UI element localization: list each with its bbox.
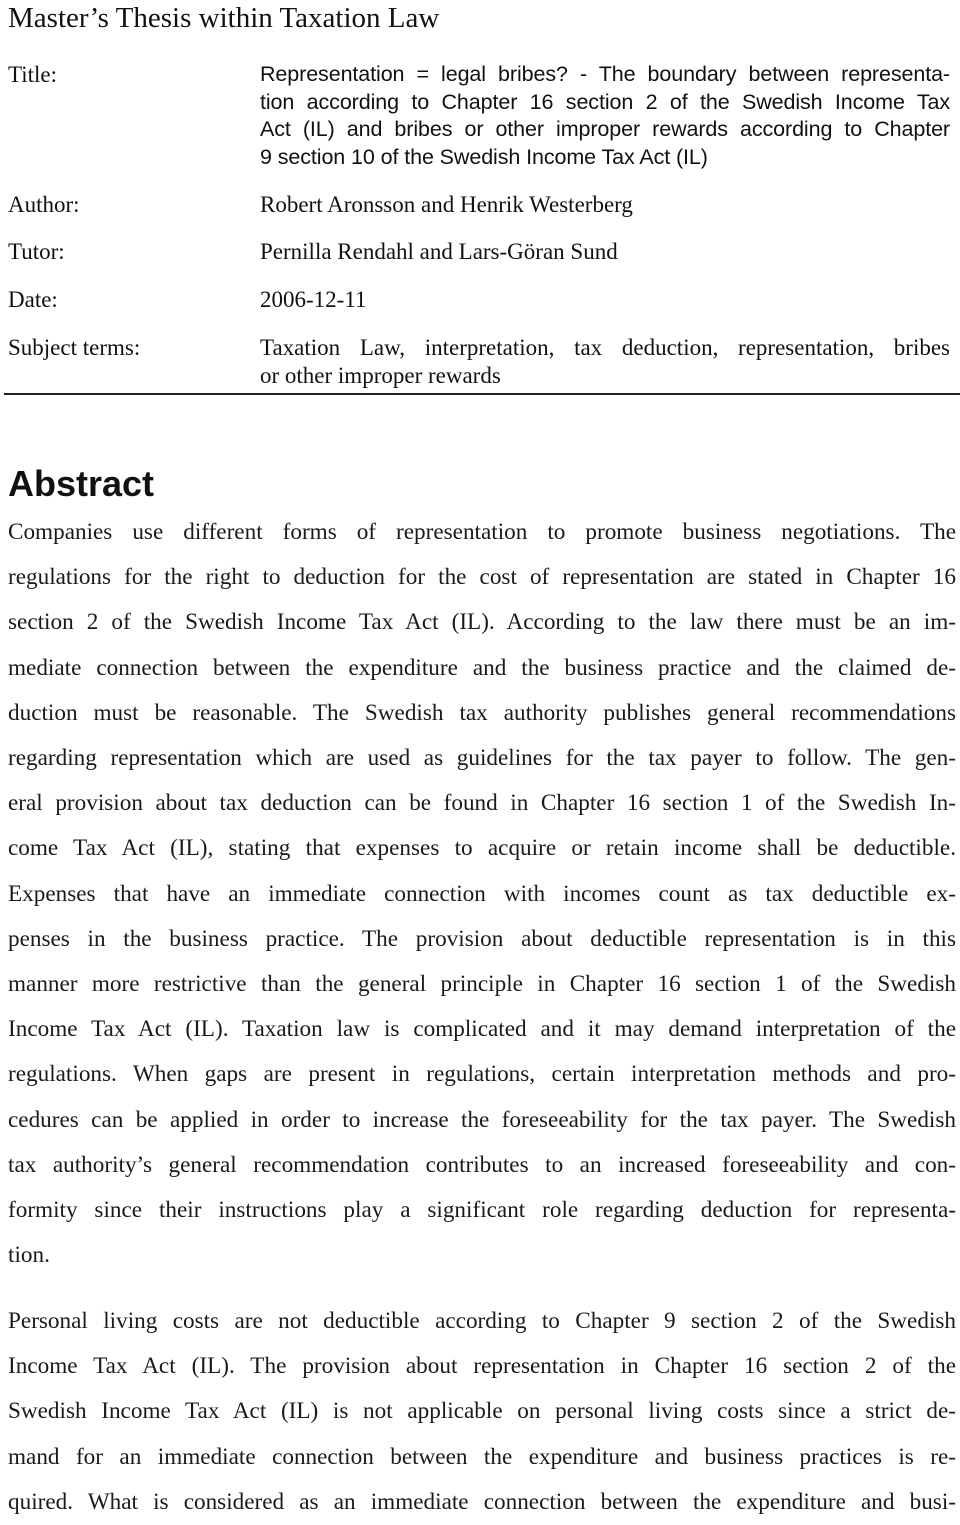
paragraph-line: penses in the business practice. The provision about deductible representation is in this [8, 925, 956, 952]
page-title: Master’s Thesis within Taxation Law [8, 2, 440, 34]
header-divider [4, 393, 960, 395]
date-label: Date: [8, 287, 58, 312]
paragraph-line: section 2 of the Swedish Income Tax Act (IL). According to the law there must be an im- [8, 609, 956, 636]
date-value: 2006-12-11 [260, 287, 367, 312]
thesis-title-line: Representation = legal bribes? - The boundary between representa- [260, 62, 950, 86]
paragraph-line: quired. What is considered as an immediate connection between the expenditure and busi- [8, 1488, 956, 1515]
subject-terms-value [260, 334, 950, 390]
paragraph-line: Expenses that have an immediate connection with incomes count as tax deductible ex- [8, 880, 956, 907]
tutor-label: Tutor: [8, 239, 65, 264]
paragraph-line: regulations. When gaps are present in regulations, certain interpretation methods and pro- [8, 1061, 956, 1088]
subject-terms-line: Taxation Law, interpretation, tax deduction, representation, bribes [260, 335, 950, 360]
paragraph-line: Companies use different forms of representation to promote business negotiations. The [8, 519, 956, 545]
author-label: Author: [8, 192, 80, 217]
thesis-title-line: Act (IL) and bribes or other improper rewards according to Chapter [260, 117, 950, 141]
subject-terms-line: or other improper rewards [260, 363, 501, 388]
paragraph-line: come Tax Act (IL), stating that expenses to acquire or retain income shall be deductible. [8, 835, 956, 862]
paragraph-line: eral provision about tax deduction can be found in Chapter 16 section 1 of the Swedish In- [8, 790, 956, 817]
paragraph-line: manner more restrictive than the general principle in Chapter 16 section 1 of the Swedish [8, 971, 956, 998]
thesis-title-line: tion according to Chapter 16 section 2 of the Swedish Income Tax [260, 89, 950, 114]
paragraph-line: formity since their instructions play a significant role regarding deduction for representa- [8, 1197, 956, 1224]
paragraph-line: Personal living costs are not deductible according to Chapter 9 section 2 of the Swedish [8, 1308, 956, 1334]
paragraph-line: mediate connection between the expenditure and the business practice and the claimed de- [8, 654, 956, 681]
thesis-title [260, 61, 950, 171]
thesis-title-line: 9 section 10 of the Swedish Income Tax Act (IL) [260, 144, 708, 169]
paragraph-line: regulations for the right to deduction for the cost of representation are stated in Chapter 16 [8, 564, 956, 591]
title-label: Title: [8, 62, 58, 87]
abstract-heading: Abstract [8, 463, 155, 504]
paragraph-line: Swedish Income Tax Act (IL) is not applicable on personal living costs since a strict de- [8, 1398, 956, 1425]
paragraph-line: tax authority’s general recommendation contributes to an increased foreseeability and con- [8, 1151, 956, 1178]
paragraph-line: Income Tax Act (IL). Taxation law is complicated and it may demand interpretation of the [8, 1016, 956, 1043]
paragraph-line: duction must be reasonable. The Swedish tax authority publishes general recommendations [8, 699, 956, 726]
paragraph-line: regarding representation which are used as guidelines for the tax payer to follow. The gen- [8, 745, 956, 772]
subject-terms-label: Subject terms: [8, 335, 141, 360]
paragraph-line: Income Tax Act (IL). The provision about representation in Chapter 16 section 2 of the [8, 1353, 956, 1380]
author-value: Robert Aronsson and Henrik Westerberg [260, 192, 633, 217]
abstract-paragraph-1 [8, 510, 956, 1278]
paragraph-line: mand for an immediate connection between the expenditure and business practices is re- [8, 1443, 956, 1470]
paragraph-line: cedures can be applied in order to increase the foreseeability for the tax payer. The Swedish [8, 1106, 956, 1133]
paragraph-line: tion. [8, 1242, 50, 1269]
tutor-value: Pernilla Rendahl and Lars-Göran Sund [260, 239, 618, 264]
abstract-paragraph-2 [8, 1299, 956, 1525]
